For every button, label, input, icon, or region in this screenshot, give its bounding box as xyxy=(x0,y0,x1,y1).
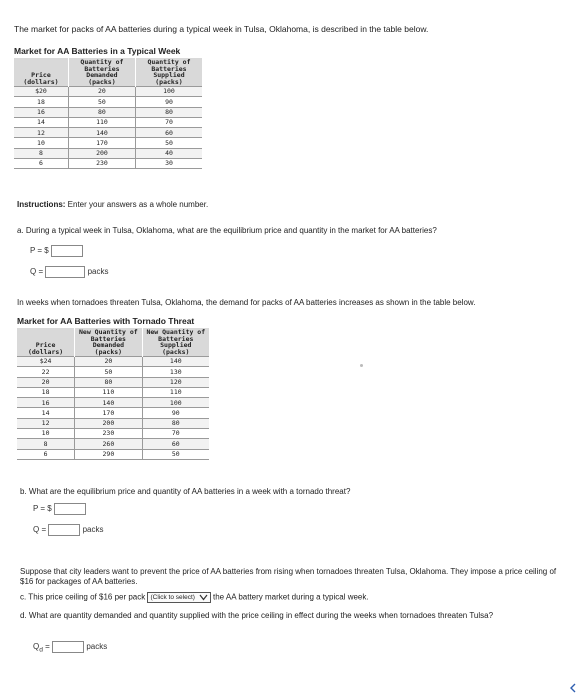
table-cell: 140 xyxy=(68,128,135,138)
table2-header-price: Price (dollars) xyxy=(17,328,75,357)
select-placeholder: (Click to select) xyxy=(150,594,195,601)
table-cell: 8 xyxy=(14,148,68,158)
table-row xyxy=(17,449,209,459)
table-cell: 200 xyxy=(68,148,135,158)
table-cell: 50 xyxy=(135,138,202,148)
table-row xyxy=(14,97,202,107)
table-cell: 12 xyxy=(14,128,68,138)
instructions-label: Instructions: xyxy=(17,200,66,209)
table-cell: 290 xyxy=(75,449,142,459)
quantity-row-a xyxy=(30,266,109,278)
table-cell: $24 xyxy=(17,357,75,367)
question-c-after: the AA battery market during a typical week. xyxy=(212,592,369,602)
instructions-text: Enter your answers as a whole number. xyxy=(65,200,209,209)
table-cell: 40 xyxy=(135,148,202,158)
table2 xyxy=(17,328,209,460)
tornado-intro: In weeks when tornadoes threaten Tulsa, Oklahoma, the demand for packs of AA batteries increases as shown in the table below. xyxy=(17,298,476,307)
qd-equals: = xyxy=(42,642,50,652)
table-cell: 60 xyxy=(135,128,202,138)
qd-subscript: d xyxy=(39,646,43,654)
table-cell: 20 xyxy=(75,357,142,367)
table-row xyxy=(17,387,209,397)
table-cell: 90 xyxy=(142,408,209,418)
table-row xyxy=(14,87,202,97)
table-cell: 170 xyxy=(75,408,142,418)
table2-header-demanded: New Quantity of Batteries Demanded (packs) xyxy=(75,328,142,357)
question-c-before: c. This price ceiling of $16 per pack xyxy=(20,592,146,602)
table-cell: 100 xyxy=(135,87,202,97)
table-row xyxy=(14,117,202,127)
price-ceiling-text: Suppose that city leaders want to prevent the price of AA batteries from rising when tornadoes threaten Tulsa, Oklahoma. They impose a price ceiling of $16 for packages of AA batteries. xyxy=(20,567,557,586)
table-cell: 16 xyxy=(14,107,68,117)
table-cell: 100 xyxy=(142,398,209,408)
quantity-row-b xyxy=(33,524,104,536)
packs-label-a: packs xyxy=(87,267,109,277)
table-row xyxy=(17,357,209,367)
price-label-b: P = $ xyxy=(33,504,52,514)
table-cell: 110 xyxy=(68,117,135,127)
instructions xyxy=(17,200,208,209)
table-cell: 80 xyxy=(68,107,135,117)
table-row xyxy=(17,408,209,418)
table-cell: 80 xyxy=(75,377,142,387)
chevron-left-icon[interactable] xyxy=(569,683,577,696)
table-cell: 80 xyxy=(142,418,209,428)
table-cell: 110 xyxy=(142,387,209,397)
quantity-demanded-input[interactable] xyxy=(52,641,84,653)
equilibrium-quantity-input-a[interactable] xyxy=(45,266,85,278)
table-cell: 16 xyxy=(17,398,75,408)
quantity-label-a: Q = xyxy=(30,267,44,277)
table-cell: 20 xyxy=(68,87,135,97)
table-row xyxy=(17,367,209,377)
table-cell: 50 xyxy=(75,367,142,377)
table-cell: 230 xyxy=(68,159,135,169)
table-cell: 260 xyxy=(75,439,142,449)
table-cell: 230 xyxy=(75,429,142,439)
table1 xyxy=(14,58,202,169)
equilibrium-price-input-b[interactable] xyxy=(54,503,86,515)
question-b: b. What are the equilibrium price and quantity of AA batteries in a week with a tornado threat? xyxy=(20,487,351,496)
table-cell: 50 xyxy=(68,97,135,107)
table-cell: 14 xyxy=(14,117,68,127)
equilibrium-quantity-input-b[interactable] xyxy=(48,524,80,536)
table-cell: 20 xyxy=(17,377,75,387)
table-cell: 6 xyxy=(14,159,68,169)
table-cell: 14 xyxy=(17,408,75,418)
table-row xyxy=(17,377,209,387)
table2-title: Market for AA Batteries with Tornado Threat xyxy=(17,316,195,326)
table-cell: 80 xyxy=(135,107,202,117)
qd-letter: Q xyxy=(33,642,40,652)
packs-label-b: packs xyxy=(82,525,104,535)
table-row xyxy=(17,418,209,428)
table1-header-price: Price (dollars) xyxy=(14,58,68,87)
table-row xyxy=(14,107,202,117)
table-row xyxy=(14,159,202,169)
table-cell: 12 xyxy=(17,418,75,428)
chevron-down-icon xyxy=(199,594,208,601)
intro-text: The market for packs of AA batteries during a typical week in Tulsa, Oklahoma, is described in the table below. xyxy=(14,24,429,34)
table-row xyxy=(14,128,202,138)
price-label-a: P = $ xyxy=(30,246,49,256)
table-cell: 130 xyxy=(142,367,209,377)
table-row xyxy=(17,429,209,439)
table-cell: 170 xyxy=(68,138,135,148)
table-cell: 70 xyxy=(142,429,209,439)
price-row-a xyxy=(30,245,83,257)
table-cell: 120 xyxy=(142,377,209,387)
price-ceiling-effect-select[interactable] xyxy=(147,592,210,603)
table2-header-supplied: New Quantity of Batteries Supplied (packs) xyxy=(142,328,209,357)
table-cell: $20 xyxy=(14,87,68,97)
table-cell: 10 xyxy=(14,138,68,148)
table1-header-supplied: Quantity of Batteries Supplied (packs) xyxy=(135,58,202,87)
table-cell: 90 xyxy=(135,97,202,107)
price-row-b xyxy=(33,503,86,515)
table-row xyxy=(17,439,209,449)
question-d: d. What are quantity demanded and quantity supplied with the price ceiling in effect during the weeks when tornadoes threaten Tulsa? xyxy=(20,611,494,620)
table-cell: 18 xyxy=(17,387,75,397)
table-cell: 200 xyxy=(75,418,142,428)
table-cell: 22 xyxy=(17,367,75,377)
quantity-label-b: Q = xyxy=(33,525,47,535)
table1-header-demanded: Quantity of Batteries Demanded (packs) xyxy=(68,58,135,87)
decorative-dot xyxy=(360,364,363,367)
table-row xyxy=(14,138,202,148)
table-cell: 60 xyxy=(142,439,209,449)
packs-label-d: packs xyxy=(86,642,108,652)
question-c xyxy=(20,592,369,603)
equilibrium-price-input-a[interactable] xyxy=(51,245,83,257)
table-cell: 10 xyxy=(17,429,75,439)
question-a: a. During a typical week in Tulsa, Oklahoma, what are the equilibrium price and quantity in the market for AA batteries? xyxy=(17,226,437,235)
table1-title: Market for AA Batteries in a Typical Week xyxy=(14,46,181,56)
quantity-row-d xyxy=(33,641,107,654)
table-cell: 6 xyxy=(17,449,75,459)
table-cell: 110 xyxy=(75,387,142,397)
table-cell: 8 xyxy=(17,439,75,449)
table-row xyxy=(14,148,202,158)
table-cell: 18 xyxy=(14,97,68,107)
table-cell: 140 xyxy=(142,357,209,367)
qd-label xyxy=(33,642,50,654)
table-cell: 30 xyxy=(135,159,202,169)
table-row xyxy=(17,398,209,408)
table-cell: 140 xyxy=(75,398,142,408)
table-cell: 50 xyxy=(142,449,209,459)
table-cell: 70 xyxy=(135,117,202,127)
